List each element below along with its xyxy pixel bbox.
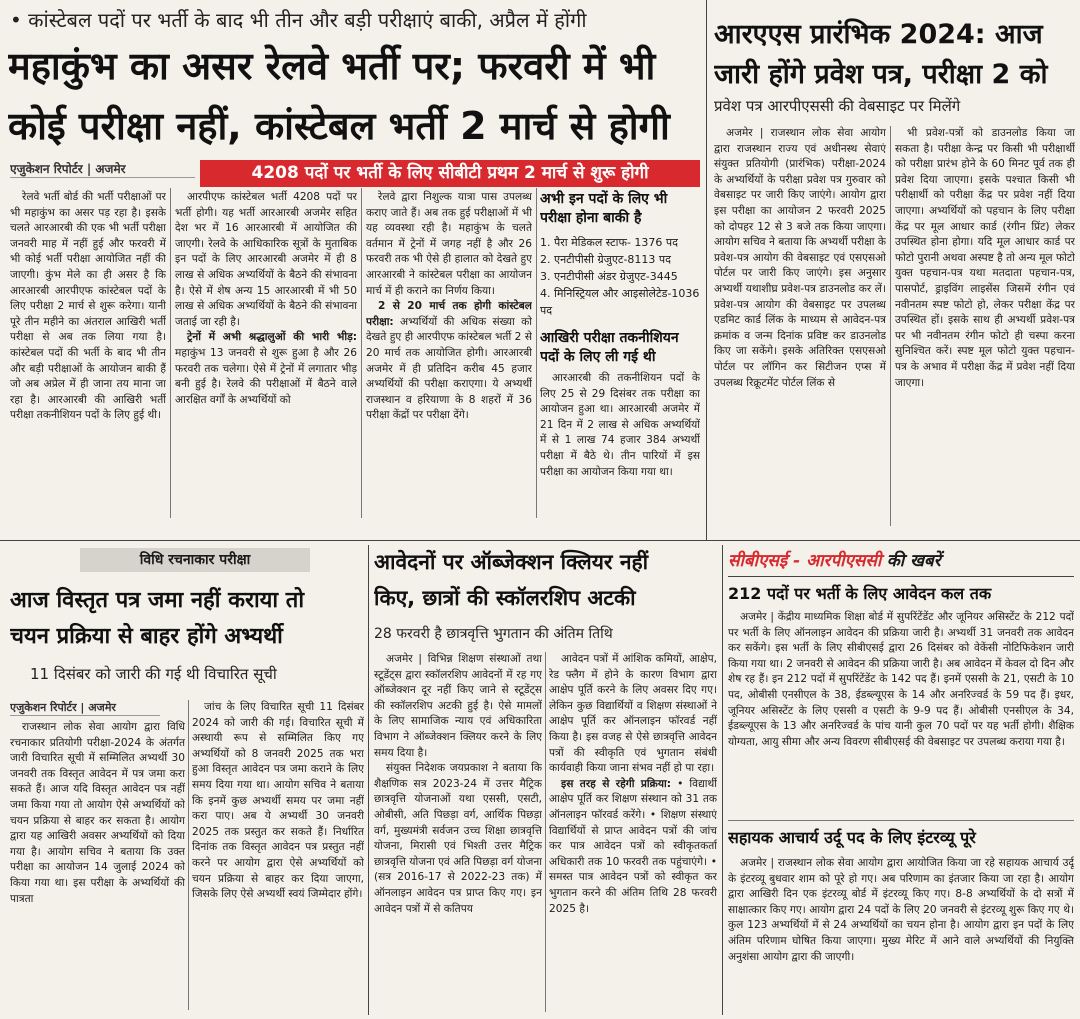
cbse-heading-1: 212 पदों पर भर्ती के लिए आवेदन कल तक bbox=[728, 584, 992, 603]
headline-line-2: कोई परीक्षा नहीं, कांस्टेबल भर्ती 2 मार्च से होगी bbox=[8, 104, 670, 148]
sidebar-box bbox=[540, 190, 700, 520]
ras-column-1: अजमेर | राजस्थान लोक सेवा आयोग द्वारा राजस्थान राज्य एवं अधीनस्थ सेवाएं संयुक्त प्रतियोगी (प्रारंभिक) परीक्षा-2024 के अभ्यर्थियों के परीक्षा प्रवेश पत्र गुरुवार को वेबसाइट पर जारी किए जाएंगे। आयोग द्वारा इस परीक्षा का आयोजन 2 फरवरी 2025 को दोपहर 12 से 3 बजे तक किया जाएगा। आयोग सचिव ने बताया कि अभ्यर्थी परीक्षा के प्रवेश-पत्र आयोग की वेबसाइट एवं एसएसओ पोर्टल पर जारी किए जाएंगे। इस अनुसार अभ्यर्थी यथाशीघ्र प्रवेश-पत्र डाउनलोड कर लें। प्रवेश-पत्र आयोग की वेबसाइट पर उपलब्ध एडमिट कार्ड लिंक के माध्यम से आवेदन-पत्र क्रमांक व जन्म दिनांक प्रविष्ट कर डाउनलोड किए जा सकेंगे। इसके अतिरिक्त एसएसओ पोर्टल पर लॉगिन कर सिटीजन एप्स में उपलब्ध रिक्रूटमेंट पोर्टल लिंक से bbox=[714, 127, 886, 389]
scholar-headline-2: किए, छात्रों की स्कॉलरशिप अटकी bbox=[374, 586, 636, 610]
list-item: 3. एनटीपीसी अंडर ग्रेजुएट-3445 bbox=[540, 270, 678, 283]
vidhi-headline-1: आज विस्तृत पत्र जमा नहीं कराया तो bbox=[10, 588, 305, 613]
list-item: 2. एनटीपीसी ग्रेजुएट-8113 पद bbox=[540, 253, 671, 266]
ras-deck: प्रवेश पत्र आरपीएससी की वेबसाइट पर मिलेंगे bbox=[714, 97, 961, 115]
scholar-column-2: आवेदन पत्रों में आंशिक कमियों, आक्षेप, रेड फ्लैग में होने के कारण विभाग द्वारा आक्षेप पूर्ति करने के लिए अवसर दिए गए। लेकिन कुछ विद्यार्थियों व शिक्षण संस्थाओं ने आक्षेप पूर्ति कर ऑनलाइन फॉरवर्ड नहीं किया है। इस वजह से ऐसे छात्रवृत्ति आवेदन पत्रों की स्वीकृति एवं भुगतान संबंधी कार्यवाही किया जाना संभव नहीं हो पा रहा। इस तरह से रहेगी प्रक्रिया: • विद्यार्थी आक्षेप पूर्ति कर शिक्षण संस्थान को 31 तक ऑनलाइन फॉरवर्ड करेंगे। • शिक्षण संस्थाएं विद्यार्थियों से प्राप्त आवेदन पत्रों की जांच कर पात्र आवेदन पत्रों को स्वीकृतकर्ता अधिकारी तक 10 फरवरी तक पहुंचाएंगे। • समस्त पात्र आवेदन पत्रों को स्वीकृत कर भुगतान करने की अंतिम तिथि 28 फरवरी 2025 है। bbox=[549, 653, 717, 915]
scholar-column-1: अजमेर | विभिन्न शिक्षण संस्थाओं तथा स्टूडेंट्स द्वारा स्कॉलरशिप आवेदनों में रह गए ऑब्जेक्शन दूर नहीं किए जाने से स्टूडेंट्स की स्कॉलरशिप अटकी हुई है। ऐसे मामलों के लिए सामाजिक न्याय एवं अधिकारिता विभाग ने ऑब्जेक्शन क्लियर करने के लिए समय दिया है। संयुक्त निदेशक जयप्रकाश ने बताया कि शैक्षणिक सत्र 2023-24 में उत्तर मैट्रिक छात्रवृत्ति योजनाओं यथा एससी, एसटी, ओबीसी, अति पिछड़ा वर्ग, आर्थिक पिछड़ा वर्ग, मुख्यमंत्री सर्वजन उच्च शिक्षा छात्रवृत्ति योजना, मिरासी एवं भिश्ती उत्तर मैट्रिक छात्रवृत्ति योजना एवं अति पिछड़ा वर्ग योजना (सत्र 2016-17 से 2022-23 तक) में ऑनलाइन आवेदन पत्र प्राप्त किए गए। इन आवेदन पत्रों में से कतिपय bbox=[374, 653, 542, 915]
section-tag: विधि रचनाकार परीक्षा bbox=[80, 548, 310, 572]
headline-line-1: महाकुंभ का असर रेलवे भर्ती पर; फरवरी में भी bbox=[8, 44, 656, 88]
article-column-2: आरपीएफ कांस्टेबल भर्ती 4208 पदों पर भर्ती होगी। यह भर्ती आरआरबी अजमेर सहित देश भर में 16 आरआरबी में आयोजित की जाएगी। रेलवे के आधिकारिक सूत्रों के मुताबिक इन पदों के लिए आरआरबी अजमेर में ही 8 लाख से अधिक अभ्यर्थियों के बैठने की संभावना है। ऐसे में शेष अन्य 15 आरआरबी में भी 50 लाख से अधिक अभ्यर्थियों के बैठने की संभावना जताई जा रही है। ट्रेनों में अभी श्रद्धालुओं की भारी भीड़: महाकुंभ 13 जनवरी से शुरू हुआ है और 26 फरवरी तक चलेगा। ऐसे में ट्रेनों में लगातार भीड़ बनी हुई है। रेलवे की परीक्षाओं में बैठने वाले आरक्षित वर्गों के अभ्यर्थियों को bbox=[175, 191, 357, 406]
sidebar-heading: अभी इन पदों के लिए भी परीक्षा होना बाकी है bbox=[540, 191, 668, 226]
sidebar-heading-2: आखिरी परीक्षा तकनीशियन पदों के लिए ली गई थी bbox=[540, 330, 679, 365]
sidebar-text: आरआरबी की तकनीशियन पदों के लिए 25 से 29 दिसंबर तक परीक्षा का आयोजन हुआ था। आरआरबी अजमेर में 21 दिन में 2 लाख से अधिक अभ्यर्थियों में से 1 लाख 74 हजार 384 अभ्यर्थी परीक्षा में बैठे थे। तीन पारियों में इस परीक्षा का आयोजन किया गया था। bbox=[540, 372, 700, 478]
cbse-section-tag: सीबीएसई - आरपीएससी की खबरें bbox=[728, 551, 941, 571]
cbse-body-1: अजमेर | केंद्रीय माध्यमिक शिक्षा बोर्ड में सुपरिंटेंडेंट और जूनियर असिस्टेंट के 212 पदों पर भर्ती के लिए ऑनलाइन आवेदन की प्रक्रिया जारी है। अभ्यर्थी 31 जनवरी तक आवेदन कर सकेंगे। इस भर्ती के लिए सीबीएसई द्वारा 26 दिसंबर को वेकेंसी नोटिफिकेशन जारी किया गया था। 2 जनवरी से आवेदन की प्रक्रिया जारी है। अब आवेदन में केवल दो दिन और शेष रह हैं। इन 212 पदों में सुपरिंटेंडेंट के 142 पद हैं। इनमें एससी के 21, एसटी के 10 पद, ओबीसी एनसीएल के 38, ईडब्ल्यूएस के 14 और अनरिज्वर्ड के 59 पद हैं। इधर, जूनियर असिस्टेंट के लिए एससी व एसटी के 9-9 पद हैं। ओबीसी एनसीएल के 34, ईडब्ल्यूएस के 13 और अनरिज्वर्ड के पांच यानी कुल 70 पदों पर यह भर्ती होगी। शैक्षिक योग्यता, आयु सीमा और अन्य विवरण सीबीएसई की वेबसाइट पर उपलब्ध कराया गया है। bbox=[728, 611, 1074, 748]
ras-headline-1: आरएएस प्रारंभिक 2024: आज bbox=[714, 19, 1043, 50]
byline: एजुकेशन रिपोर्टर | अजमेर bbox=[10, 160, 195, 178]
pending-exam-list bbox=[540, 234, 700, 319]
vidhi-column-1: राजस्थान लोक सेवा आयोग द्वारा विधि रचनाकार प्रतियोगी परीक्षा-2024 के अंतर्गत जारी विचारित सूची में सम्मिलित अभ्यर्थी 30 जनवरी तक विस्तृत आवेदन में पत्र जमा करा सकते हैं। आज यदि विस्तृत आवेदन पत्र नहीं जमा किया गया तो आयोग ऐसे अभ्यर्थियों को चयन प्रक्रिया से बाहर कर सकता है। आयोग द्वारा यह आखिरी अवसर अभ्यर्थियों को दिया गया है। आयोग सचिव ने बताया कि उक्त परीक्षा का आयोजन 14 जुलाई 2024 को किया गया था। इस परीक्षा के अभ्यर्थियों की पात्रता bbox=[10, 721, 185, 905]
list-item: 4. मिनिस्ट्रियल और आइसोलेटेड-1036 पद bbox=[540, 287, 700, 317]
article-column-3: रेलवे द्वारा निशुल्क यात्रा पास उपलब्ध कराए जाते हैं। अब तक हुई परीक्षाओं में भी यह व्यवस्था रही है। महाकुंभ के चलते वर्तमान में ट्रेनों में जगह नहीं है और 26 फरवरी तक भी ऐसे ही हालात को देखते हुए आरआरबी ने कांस्टेबल परीक्षा का आयोजन मार्च में ही कराने का निर्णय किया। 2 से 20 मार्च तक होगी कांस्टेबल परीक्षा: अभ्यर्थियों की अधिक संख्या को देखते हुए ही आरपीएफ कांस्टेबल भर्ती 2 से 20 मार्च तक आयोजित होगी। आरआरबी अजमेर में ही प्रतिदिन करीब 45 हजार अभ्यर्थियों की परीक्षा कराएगा। ये अभ्यर्थी राजस्थान व हरियाणा के 8 शहरों में 36 परीक्षा केंद्रों पर परीक्षा देंगे। bbox=[366, 191, 532, 422]
cbse-body-2: अजमेर | राजस्थान लोक सेवा आयोग द्वारा आयोजित किया जा रहे सहायक आचार्य उर्दू के इंटरव्यू बुधवार शाम को पूरे हो गए। अब परिणाम का इंतजार किया जा रहा है। आयोग द्वारा आखिरी दिन एक इंटरव्यू बोर्ड में इंटरव्यू किए गए। 8-8 अभ्यर्थियों के दो सत्रों में साक्षात्कार किए गए। आयोग द्वारा 24 पदों के लिए 20 जनवरी से इंटरव्यू शुरू किए गए थे। कुल 123 अभ्यर्थियों में से 24 अभ्यर्थियों का चयन होना है। आयोग द्वारा इन पदों के लिए अंतिम परिणाम घोषित किया जाएगा। मुख्य मेरिट में आने वाले अभ्यर्थियों की नियुक्ति अनुशंसा आयोग द्वारा की जाएगी। bbox=[728, 857, 1074, 963]
scholar-headline-1: आवेदनों पर ऑब्जेक्शन क्लियर नहीं bbox=[374, 550, 649, 574]
vidhi-byline: एजुकेशन रिपोर्टर | अजमेर bbox=[10, 700, 160, 716]
vidhi-deck: 11 दिसंबर को जारी की गई थी विचारित सूची bbox=[30, 665, 277, 683]
ras-column-2: भी प्रवेश-पत्रों को डाउनलोड किया जा सकता है। परीक्षा केन्द्र पर किसी भी परीक्षार्थी को परीक्षा प्रारंभ होने के 60 मिनट पूर्व तक ही प्रवेश दिया जाएगा। इसके पश्चात किसी भी परीक्षार्थी को परीक्षा केंद्र पर प्रवेश नहीं दिया जाएगा। अभ्यर्थियों को पहचान के लिए परीक्षा केंद्र पर मूल आधार कार्ड (रंगीन प्रिंट) लेकर उपस्थित होना होगा। यदि मूल आधार कार्ड पर फोटो पुरानी अथवा अस्पष्ट है तो अन्य मूल फोटो युक्त पहचान-पत्र यथा मतदाता पहचान-पत्र, पासपोर्ट, ड्राइविंग लाइसेंस जिसमें रंगीन एवं नवीनतम स्पष्ट फोटो हो, लेकर परीक्षा केंद्र पर उपस्थित हों। इसके साथ ही अभ्यर्थी प्रवेश-पत्र पर भी नवीनतम रंगीन फोटो ही चस्पा करना सुनिश्चित करें। स्पष्ट मूल फोटो युक्त पहचान-पत्र के अभाव में परीक्षा केंद्र में प्रवेश नहीं दिया जाएगा। bbox=[895, 127, 1075, 389]
ras-headline-2: जारी होंगे प्रवेश पत्र, परीक्षा 2 को bbox=[714, 59, 1048, 90]
list-item: 1. पैरा मेडिकल स्टाफ- 1376 पद bbox=[540, 236, 678, 249]
article-column-1: रेलवे भर्ती बोर्ड की भर्ती परीक्षाओं पर भी महाकुंभ का असर पड़ रहा है। इसके चलते आरआरबी की एक भी भर्ती परीक्षा जनवरी माह में नहीं हुई और फरवरी में भी कोई भर्ती परीक्षा आयोजित नहीं की जाएगी। कुंभ मेले का ही असर है कि आरआरबी आरपीएफ कांस्टेबल पदों के लिए परीक्षा 2 मार्च से शुरू करेगा। यानी पूरे तीन महीने का अंतराल आखिरी भर्ती परीक्षा से अब तक लिया गया है। कांस्टेबल पदों की भर्ती के बाद भी तीन और बड़ी परीक्षाओं के आयोजन बाकी हैं जो अब अप्रेल में ही जाना तय माना जा रहा है। आरआरबी की आखिरी भर्ती परीक्षा तकनीशियन पदों के लिए हुई थी। bbox=[10, 191, 166, 422]
vidhi-headline-2: चयन प्रक्रिया से बाहर होंगे अभ्यर्थी bbox=[10, 624, 283, 649]
scholar-deck: 28 फरवरी है छात्रवृत्ति भुगतान की अंतिम तिथि bbox=[374, 626, 613, 642]
red-banner: 4208 पदों पर भर्ती के लिए सीबीटी प्रथम 2 मार्च से शुरू होगी bbox=[200, 160, 700, 187]
kicker-line: • कांस्टेबल पदों पर भर्ती के बाद भी तीन और बड़ी परीक्षाएं बाकी, अप्रैल में होंगी bbox=[10, 8, 587, 32]
vidhi-column-2: जांच के लिए विचारित सूची 11 दिसंबर 2024 को जारी की गई। विचारित सूची में अस्थायी रूप से सम्मिलित किए गए अभ्यर्थियों को 8 जनवरी 2025 तक भरा हुआ विस्तृत आवेदन पत्र जमा कराने के लिए समय दिया गया था। आयोग सचिव ने बताया कि इनमें कुछ अभ्यर्थी समय पर जमा नहीं करा पाए। अब ये अभ्यर्थी 30 जनवरी 2025 तक प्रस्तुत कर सकते हैं। निर्धारित दिनांक तक विस्तृत आवेदन पत्र प्रस्तुत नहीं करने पर आयोग द्वारा ऐसे अभ्यर्थियों को चयन प्रक्रिया से बाहर कर दिया जाएगा, जिसके लिए ऐसे अभ्यर्थी स्वयं जिम्मेदार होंगे। bbox=[192, 701, 364, 901]
cbse-heading-2: सहायक आचार्य उर्दू पद के लिए इंटरव्यू पूरे bbox=[728, 828, 976, 847]
